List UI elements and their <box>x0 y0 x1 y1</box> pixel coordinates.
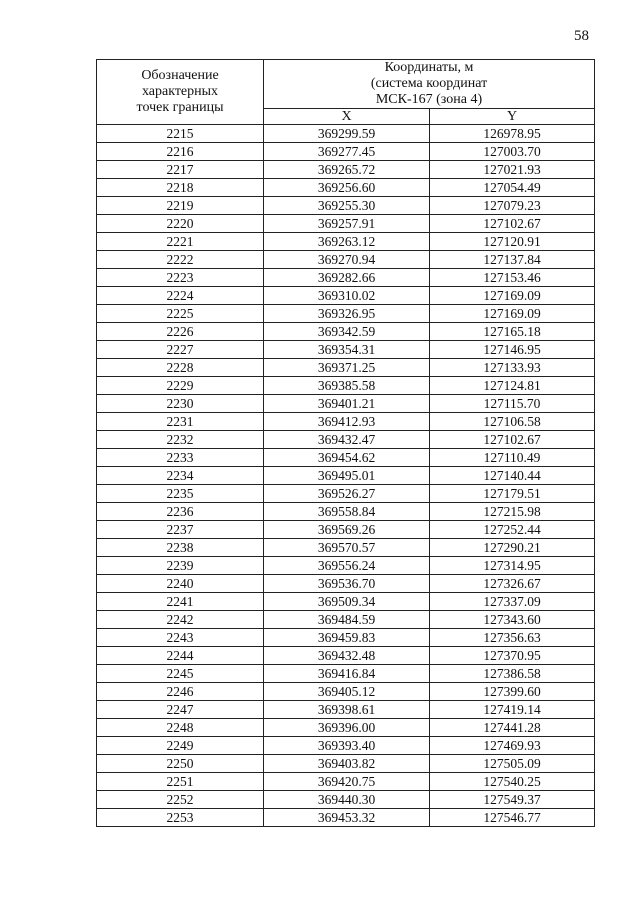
y-coordinate-cell: 127124.81 <box>430 377 595 395</box>
header-coordinates <box>264 60 595 109</box>
y-coordinate-cell: 127469.93 <box>430 737 595 755</box>
y-coordinate-cell: 127140.44 <box>430 467 595 485</box>
point-id-cell: 2232 <box>97 431 264 449</box>
table-row <box>97 485 595 503</box>
table-row <box>97 593 595 611</box>
point-id-cell: 2238 <box>97 539 264 557</box>
table-row <box>97 287 595 305</box>
table-row <box>97 737 595 755</box>
x-coordinate-cell: 369412.93 <box>264 413 430 431</box>
y-coordinate-cell: 127290.21 <box>430 539 595 557</box>
table-row <box>97 809 595 827</box>
x-coordinate-cell: 369569.26 <box>264 521 430 539</box>
y-coordinate-cell: 127146.95 <box>430 341 595 359</box>
table-row <box>97 197 595 215</box>
y-coordinate-cell: 127054.49 <box>430 179 595 197</box>
x-coordinate-cell: 369401.21 <box>264 395 430 413</box>
y-coordinate-cell: 127386.58 <box>430 665 595 683</box>
point-id-cell: 2235 <box>97 485 264 503</box>
x-coordinate-cell: 369342.59 <box>264 323 430 341</box>
x-coordinate-cell: 369495.01 <box>264 467 430 485</box>
header-x: X <box>264 109 430 125</box>
y-coordinate-cell: 127169.09 <box>430 305 595 323</box>
y-coordinate-cell: 127079.23 <box>430 197 595 215</box>
y-coordinate-cell: 127215.98 <box>430 503 595 521</box>
x-coordinate-cell: 369326.95 <box>264 305 430 323</box>
y-coordinate-cell: 127102.67 <box>430 215 595 233</box>
x-coordinate-cell: 369277.45 <box>264 143 430 161</box>
y-coordinate-cell: 127021.93 <box>430 161 595 179</box>
x-coordinate-cell: 369558.84 <box>264 503 430 521</box>
table-row <box>97 557 595 575</box>
point-id-cell: 2226 <box>97 323 264 341</box>
x-coordinate-cell: 369371.25 <box>264 359 430 377</box>
point-id-cell: 2249 <box>97 737 264 755</box>
y-coordinate-cell: 127505.09 <box>430 755 595 773</box>
point-id-cell: 2217 <box>97 161 264 179</box>
point-id-cell: 2215 <box>97 125 264 143</box>
y-coordinate-cell: 127102.67 <box>430 431 595 449</box>
x-coordinate-cell: 369265.72 <box>264 161 430 179</box>
table-row <box>97 431 595 449</box>
header-point-designation <box>97 60 264 125</box>
table-row <box>97 791 595 809</box>
point-id-cell: 2248 <box>97 719 264 737</box>
y-coordinate-cell: 127540.25 <box>430 773 595 791</box>
x-coordinate-cell: 369570.57 <box>264 539 430 557</box>
x-coordinate-cell: 369255.30 <box>264 197 430 215</box>
point-id-cell: 2224 <box>97 287 264 305</box>
point-id-cell: 2251 <box>97 773 264 791</box>
point-id-cell: 2222 <box>97 251 264 269</box>
x-coordinate-cell: 369432.47 <box>264 431 430 449</box>
y-coordinate-cell: 127110.49 <box>430 449 595 467</box>
table-row <box>97 161 595 179</box>
y-coordinate-cell: 127337.09 <box>430 593 595 611</box>
table-row <box>97 233 595 251</box>
y-coordinate-cell: 127370.95 <box>430 647 595 665</box>
x-coordinate-cell: 369454.62 <box>264 449 430 467</box>
x-coordinate-cell: 369484.59 <box>264 611 430 629</box>
y-coordinate-cell: 127314.95 <box>430 557 595 575</box>
point-id-cell: 2216 <box>97 143 264 161</box>
point-id-cell: 2244 <box>97 647 264 665</box>
y-coordinate-cell: 127179.51 <box>430 485 595 503</box>
y-coordinate-cell: 127419.14 <box>430 701 595 719</box>
point-id-cell: 2223 <box>97 269 264 287</box>
table-row <box>97 647 595 665</box>
point-id-cell: 2233 <box>97 449 264 467</box>
point-id-cell: 2230 <box>97 395 264 413</box>
x-coordinate-cell: 369354.31 <box>264 341 430 359</box>
point-id-cell: 2250 <box>97 755 264 773</box>
page-number: 58 <box>574 28 589 44</box>
y-coordinate-cell: 127441.28 <box>430 719 595 737</box>
table-row <box>97 575 595 593</box>
table-row <box>97 179 595 197</box>
table-row <box>97 503 595 521</box>
y-coordinate-cell: 127399.60 <box>430 683 595 701</box>
x-coordinate-cell: 369509.34 <box>264 593 430 611</box>
table-row <box>97 269 595 287</box>
table-row <box>97 251 595 269</box>
y-coordinate-cell: 127549.37 <box>430 791 595 809</box>
x-coordinate-cell: 369270.94 <box>264 251 430 269</box>
y-coordinate-cell: 127003.70 <box>430 143 595 161</box>
point-id-cell: 2247 <box>97 701 264 719</box>
point-id-cell: 2221 <box>97 233 264 251</box>
point-id-cell: 2246 <box>97 683 264 701</box>
y-coordinate-cell: 127120.91 <box>430 233 595 251</box>
y-coordinate-cell: 127106.58 <box>430 413 595 431</box>
y-coordinate-cell: 127153.46 <box>430 269 595 287</box>
point-id-cell: 2229 <box>97 377 264 395</box>
header-coords-line: Координаты, м <box>384 60 474 75</box>
x-coordinate-cell: 369526.27 <box>264 485 430 503</box>
point-id-cell: 2231 <box>97 413 264 431</box>
point-id-cell: 2227 <box>97 341 264 359</box>
table-row <box>97 467 595 485</box>
y-coordinate-cell: 127165.18 <box>430 323 595 341</box>
x-coordinate-cell: 369396.00 <box>264 719 430 737</box>
x-coordinate-cell: 369398.61 <box>264 701 430 719</box>
x-coordinate-cell: 369310.02 <box>264 287 430 305</box>
x-coordinate-cell: 369256.60 <box>264 179 430 197</box>
table-row <box>97 665 595 683</box>
header-coords-line: МСК-167 (зона 4) <box>375 92 483 107</box>
header-point-line: точек границы <box>136 100 224 115</box>
y-coordinate-cell: 127356.63 <box>430 629 595 647</box>
point-id-cell: 2239 <box>97 557 264 575</box>
table-row <box>97 359 595 377</box>
table-header <box>97 60 595 125</box>
table-row <box>97 323 595 341</box>
table-row <box>97 125 595 143</box>
point-id-cell: 2225 <box>97 305 264 323</box>
table-row <box>97 683 595 701</box>
table-row <box>97 449 595 467</box>
x-coordinate-cell: 369556.24 <box>264 557 430 575</box>
point-id-cell: 2228 <box>97 359 264 377</box>
point-id-cell: 2220 <box>97 215 264 233</box>
y-coordinate-cell: 127546.77 <box>430 809 595 827</box>
point-id-cell: 2236 <box>97 503 264 521</box>
table-body <box>97 125 595 827</box>
x-coordinate-cell: 369403.82 <box>264 755 430 773</box>
x-coordinate-cell: 369432.48 <box>264 647 430 665</box>
table-row <box>97 341 595 359</box>
table-row <box>97 413 595 431</box>
table-row <box>97 305 595 323</box>
x-coordinate-cell: 369420.75 <box>264 773 430 791</box>
x-coordinate-cell: 369385.58 <box>264 377 430 395</box>
point-id-cell: 2237 <box>97 521 264 539</box>
table-row <box>97 611 595 629</box>
header-y: Y <box>430 109 595 125</box>
table-row <box>97 755 595 773</box>
x-coordinate-cell: 369536.70 <box>264 575 430 593</box>
x-coordinate-cell: 369299.59 <box>264 125 430 143</box>
table-row <box>97 719 595 737</box>
point-id-cell: 2243 <box>97 629 264 647</box>
table-row <box>97 215 595 233</box>
coordinates-table <box>96 59 595 827</box>
y-coordinate-cell: 127137.84 <box>430 251 595 269</box>
point-id-cell: 2234 <box>97 467 264 485</box>
point-id-cell: 2240 <box>97 575 264 593</box>
x-coordinate-cell: 369282.66 <box>264 269 430 287</box>
x-coordinate-cell: 369405.12 <box>264 683 430 701</box>
x-coordinate-cell: 369263.12 <box>264 233 430 251</box>
table-row <box>97 395 595 413</box>
y-coordinate-cell: 127169.09 <box>430 287 595 305</box>
y-coordinate-cell: 127252.44 <box>430 521 595 539</box>
y-coordinate-cell: 126978.95 <box>430 125 595 143</box>
x-coordinate-cell: 369459.83 <box>264 629 430 647</box>
header-point-line: характерных <box>141 84 219 99</box>
x-coordinate-cell: 369440.30 <box>264 791 430 809</box>
point-id-cell: 2219 <box>97 197 264 215</box>
y-coordinate-cell: 127115.70 <box>430 395 595 413</box>
x-coordinate-cell: 369257.91 <box>264 215 430 233</box>
x-coordinate-cell: 369416.84 <box>264 665 430 683</box>
point-id-cell: 2242 <box>97 611 264 629</box>
x-coordinate-cell: 369453.32 <box>264 809 430 827</box>
table-row <box>97 521 595 539</box>
y-coordinate-cell: 127326.67 <box>430 575 595 593</box>
y-coordinate-cell: 127343.60 <box>430 611 595 629</box>
table-row <box>97 539 595 557</box>
table-row <box>97 629 595 647</box>
y-coordinate-cell: 127133.93 <box>430 359 595 377</box>
table-row <box>97 773 595 791</box>
point-id-cell: 2245 <box>97 665 264 683</box>
x-coordinate-cell: 369393.40 <box>264 737 430 755</box>
point-id-cell: 2241 <box>97 593 264 611</box>
point-id-cell: 2252 <box>97 791 264 809</box>
point-id-cell: 2253 <box>97 809 264 827</box>
table-row <box>97 143 595 161</box>
header-point-line: Обозначение <box>141 68 219 83</box>
table-row <box>97 701 595 719</box>
point-id-cell: 2218 <box>97 179 264 197</box>
header-coords-line: (система координат <box>370 76 488 91</box>
table-row <box>97 377 595 395</box>
